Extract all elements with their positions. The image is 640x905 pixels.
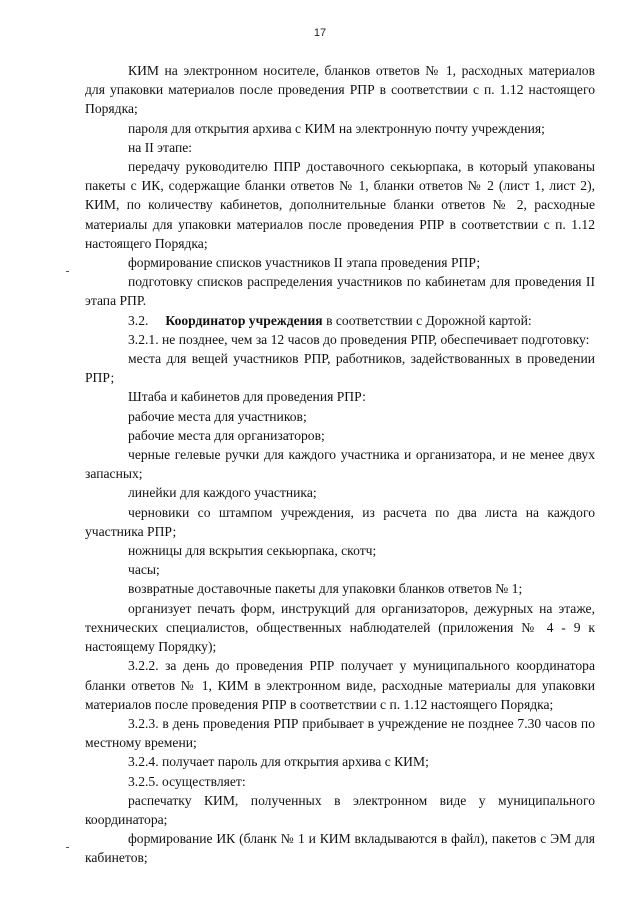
margin-mark <box>66 271 69 272</box>
paragraph-9: места для вещей участников РПР, работников, задействованных в проведении РПР; <box>85 351 595 386</box>
paragraph-20: 3.2.2. за день до проведения РПР получает у муниципального координатора бланки ответов № 1, КИМ в электронном виде, расходные материалы для упаковки материалов после проведения РПР в соответствии с п. 1.12 настоящего Порядка; <box>85 658 595 712</box>
page-number: 17 <box>313 27 327 39</box>
paragraph-8: 3.2.1. не позднее, чем за 12 часов до проведения РПР, обеспечивает подготовку: <box>128 331 590 347</box>
paragraph-15: черновики со штампом учреждения, из расчета по два листа на каждого участника РПР; <box>85 504 595 539</box>
document-body <box>85 61 595 868</box>
paragraph-3: на II этапе: <box>128 139 193 155</box>
paragraph-17: часы; <box>128 562 160 578</box>
paragraph-25: формирование ИК (бланк № 1 и КИМ вкладываются в файл), пакетов с ЭМ для кабинетов; <box>85 831 595 866</box>
paragraph-6: подготовку списков распределения участников по кабинетам для проведения II этапа РПР. <box>85 274 595 309</box>
margin-mark <box>66 847 69 848</box>
paragraph-13: черные гелевые ручки для каждого участника и организатора, и не менее двух запасных; <box>85 447 595 482</box>
paragraph-16: ножницы для вскрытия секьюрпака, скотч; <box>128 543 377 559</box>
paragraph-12: рабочие места для организаторов; <box>128 427 325 443</box>
section-heading-3-2 <box>85 311 595 330</box>
paragraph-22: 3.2.4. получает пароль для открытия архива с КИМ; <box>128 754 429 770</box>
section-title: Координатор учреждения <box>165 312 323 328</box>
paragraph-24: распечатку КИМ, полученных в электронном виде у муниципального координатора; <box>85 792 595 827</box>
paragraph-5: формирование списков участников II этапа проведения РПР; <box>128 255 481 271</box>
section-title-rest: в соответствии с Дорожной картой: <box>326 312 532 328</box>
paragraph-14: линейки для каждого участника; <box>128 485 317 501</box>
paragraph-11: рабочие места для участников; <box>128 408 307 424</box>
paragraph-4: передачу руководителю ППР доставочного секьюрпака, в который упакованы пакеты с ИК, содержащие бланки ответов № 1, бланки ответов № 2 (лист 1, лист 2), КИМ, по количеству кабинетов, дополнительные бланки ответов № 2, расходные материалы для упаковки материалов после проведения РПР в соответствии с п. 1.12 настоящего Порядка; <box>85 159 595 251</box>
section-number: 3.2. <box>128 312 149 328</box>
paragraph-19: организует печать форм, инструкций для организаторов, дежурных на этаже, технических специалистов, общественных наблюдателей (приложения № 4 - 9 к настоящему Порядку); <box>85 600 595 655</box>
paragraph-18: возвратные доставочные пакеты для упаковки бланков ответов № 1; <box>128 581 523 597</box>
paragraph-2: пароля для открытия архива с КИМ на электронную почту учреждения; <box>128 120 545 136</box>
paragraph-21: 3.2.3. в день проведения РПР прибывает в учреждение не позднее 7.30 часов по местному времени; <box>85 715 595 751</box>
paragraph-1: КИМ на электронном носителе, бланков ответов № 1, расходных материалов для упаковки материалов после проведения РПР в соответствии с п. 1.12 настоящего Порядка; <box>85 63 595 117</box>
paragraph-23: 3.2.5. осуществляет: <box>128 773 246 789</box>
paragraph-10: Штаба и кабинетов для проведения РПР: <box>128 389 366 405</box>
